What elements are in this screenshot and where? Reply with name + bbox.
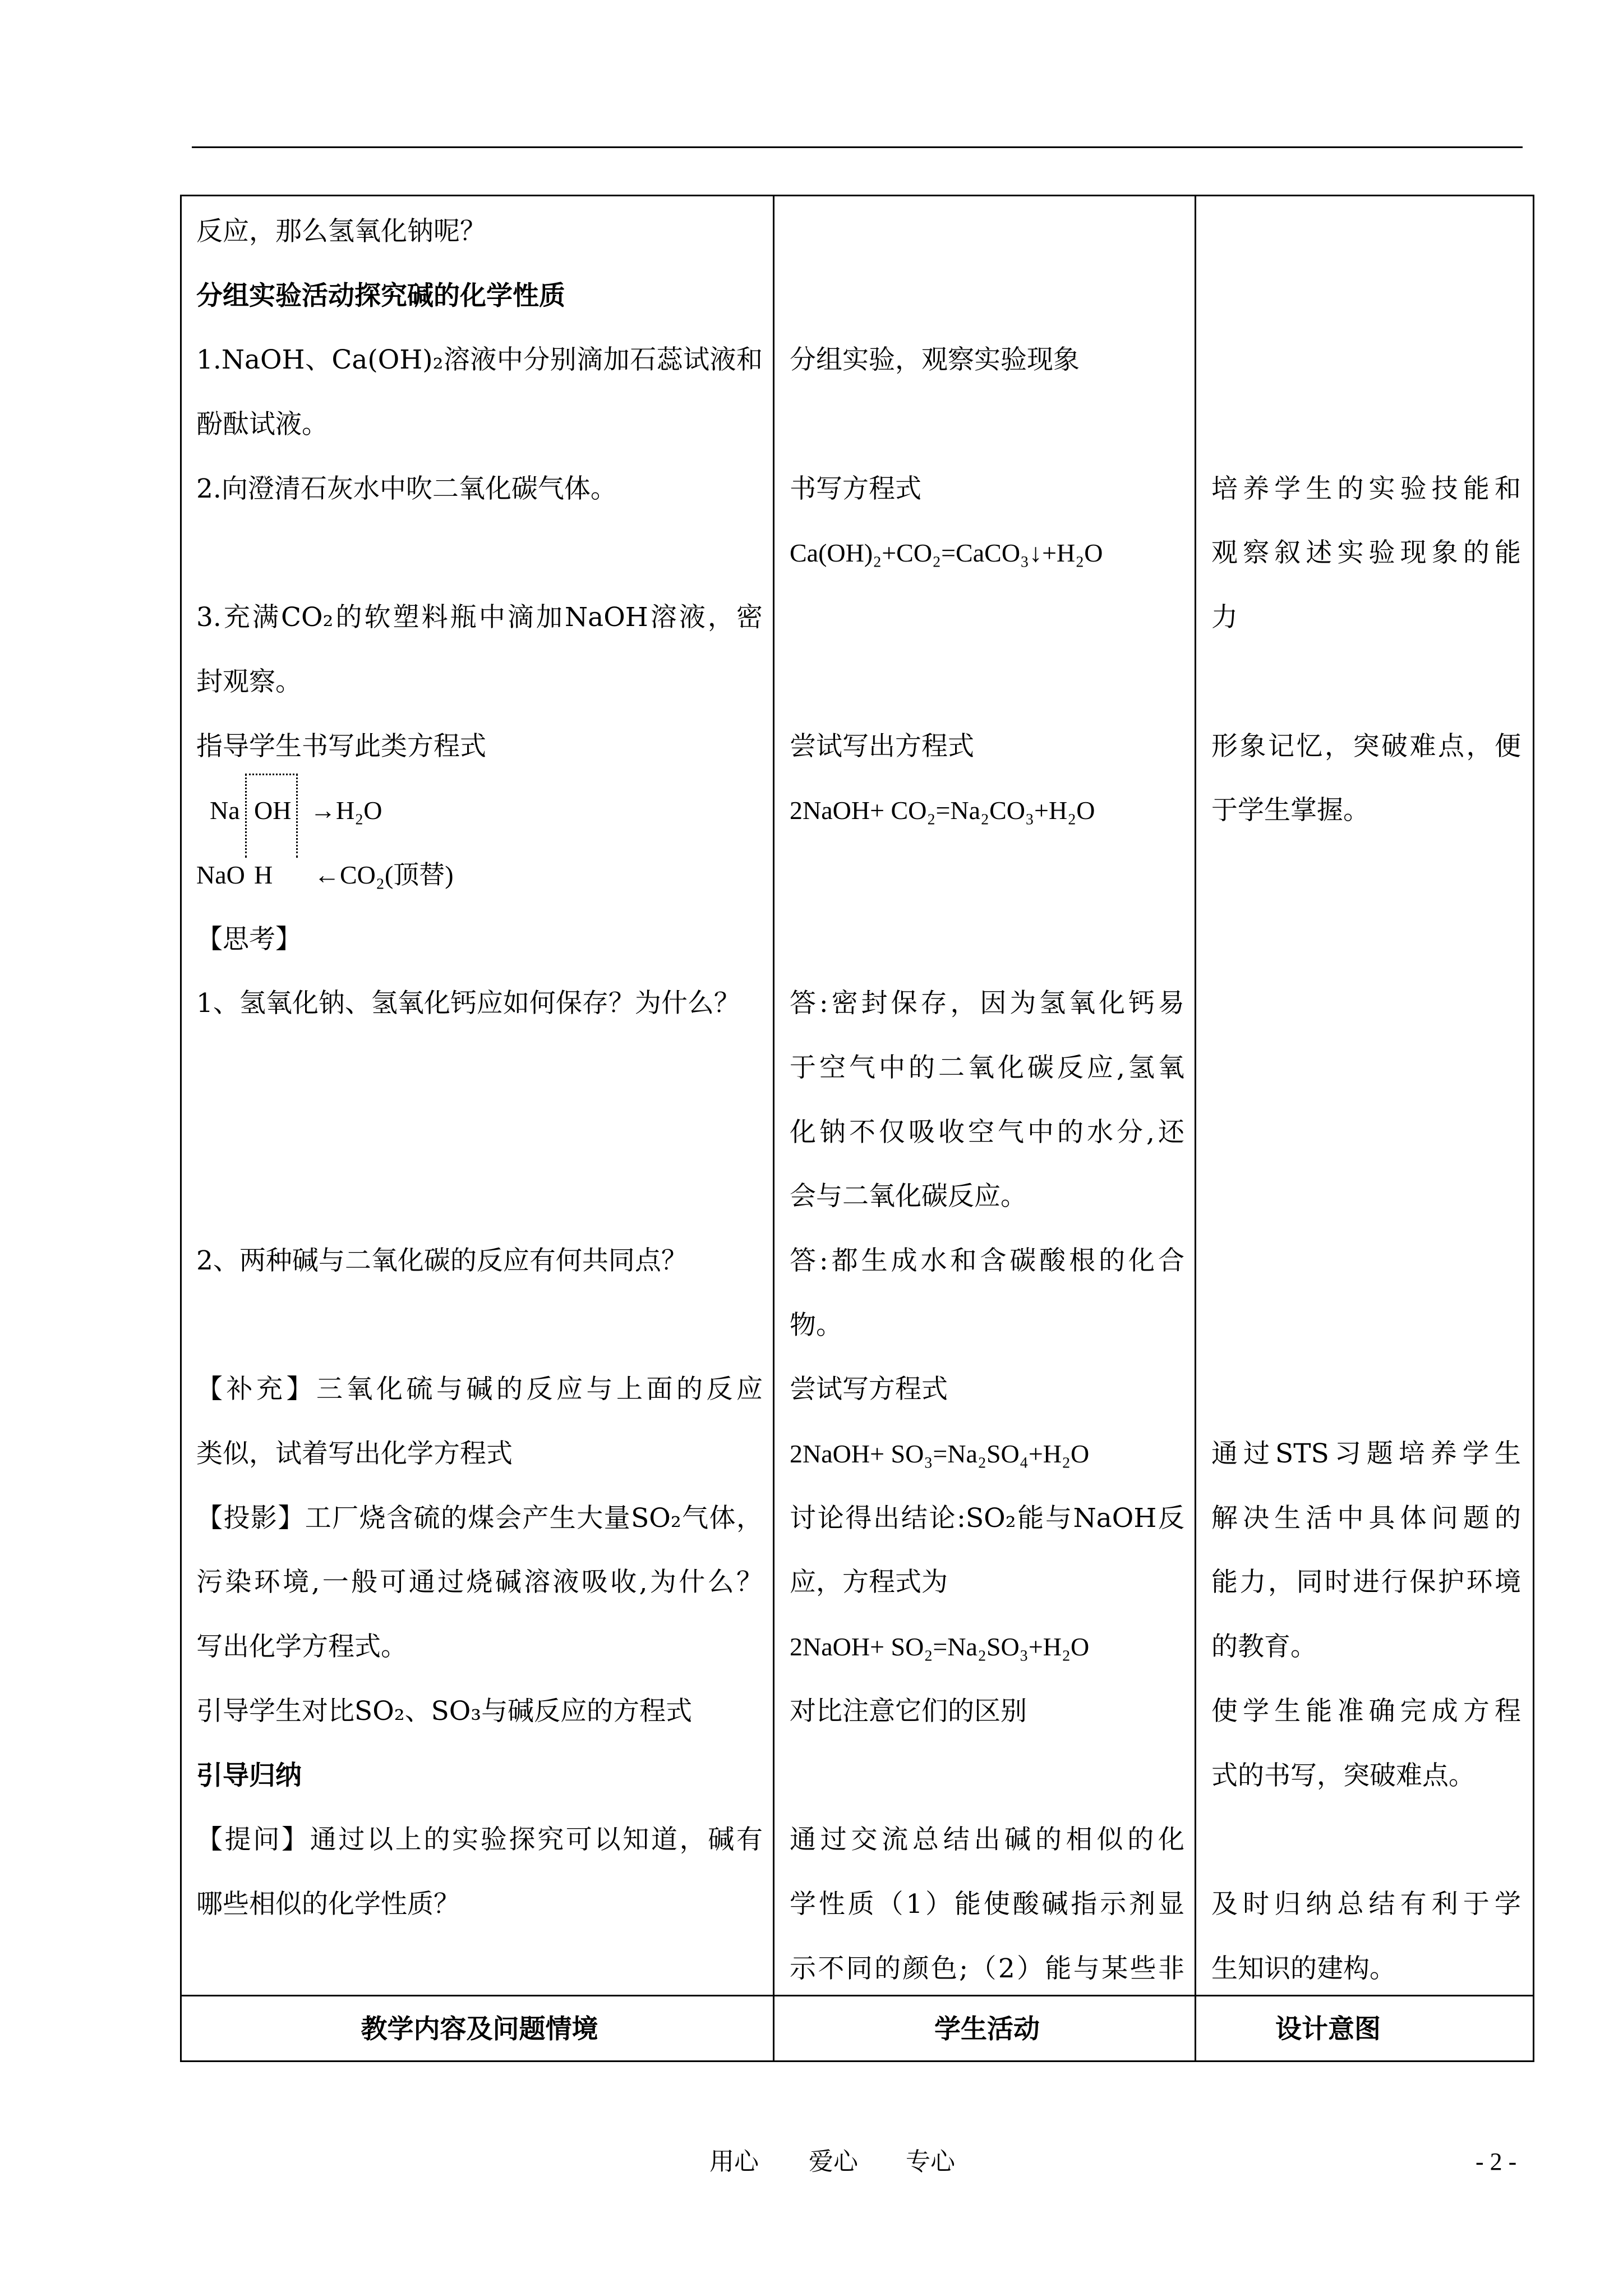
column-label-teaching-content: 教学内容及问题情境 xyxy=(361,2014,598,2045)
blank-line xyxy=(1211,1036,1521,1101)
teaching-content-line: 写出化学方程式。 xyxy=(196,1631,407,1663)
student-activity-line: 化钠不仅吸收空气中的水分,还 xyxy=(790,1116,1184,1148)
design-intent-line: 形象记忆，突破难点，便 xyxy=(1211,730,1521,762)
blank-line xyxy=(790,264,1184,329)
design-intent-line: 能力，同时进行保护环境 xyxy=(1211,1567,1521,1598)
header-rule xyxy=(192,146,1523,148)
student-activity-line: 分组实验，观察实验现象 xyxy=(790,344,1080,376)
design-intent-line: 式的书写，突破难点。 xyxy=(1211,1760,1475,1791)
chemical-equation: 2NaOH+ CO₂=Na₂CO₃+H₂O xyxy=(790,796,1095,825)
design-intent-line: 通过STS习题培养学生 xyxy=(1211,1438,1521,1470)
blank-line xyxy=(790,393,1184,457)
student-activity-line: 答:密封保存，因为氢氧化钙易 xyxy=(790,988,1184,1019)
teaching-content-line: 1.NaOH、Ca(OH)₂溶液中分别滴加石蕊试液和 xyxy=(196,344,763,376)
blank-line xyxy=(1211,328,1521,393)
blank-line xyxy=(1211,1101,1521,1165)
diagram-boxed-oh: OH xyxy=(254,796,292,825)
teaching-content-line: 类似，试着写出化学方程式 xyxy=(196,1438,513,1470)
teaching-content-line: 【思考】 xyxy=(196,923,302,955)
student-activity-line: 通过交流总结出碱的相似的化 xyxy=(790,1824,1184,1856)
chemical-equation: 2NaOH+ SO₂=Na₂SO₃+H₂O xyxy=(790,1632,1090,1662)
teaching-content-line: 引导学生对比SO₂、SO₃与碱反应的方程式 xyxy=(196,1695,693,1727)
blank-line xyxy=(1211,393,1521,457)
teaching-content-line: 封观察。 xyxy=(196,666,302,697)
teaching-content-line: 污染环境,一般可通过烧碱溶液吸收,为什么？ xyxy=(196,1567,763,1598)
design-intent-line: 观察叙述实验现象的能 xyxy=(1211,537,1521,569)
blank-line xyxy=(196,1294,763,1358)
design-intent-line: 生知识的建构。 xyxy=(1211,1953,1396,1984)
design-intent-line: 于学生掌握。 xyxy=(1211,795,1370,826)
blank-line xyxy=(1211,1808,1521,1872)
chemical-equation: 2NaOH+ SO₃=Na₂SO₄+H₂O xyxy=(790,1439,1090,1469)
diagram-nao: NaO xyxy=(196,860,245,889)
design-intent-line: 培养学生的实验技能和 xyxy=(1211,473,1521,504)
blank-line xyxy=(1211,843,1521,908)
teaching-content-line: 3.充满CO₂的软塑料瓶中滴加NaOH溶液，密 xyxy=(196,602,763,633)
diagram-row xyxy=(196,843,763,908)
blank-line xyxy=(196,521,763,586)
diagram-co2-replace: ←CO₂(顶替) xyxy=(314,860,454,889)
teaching-content-line: 反应，那么氢氧化钠呢？ xyxy=(196,216,486,247)
student-activity-line: 于空气中的二氧化碳反应,氢氧 xyxy=(790,1052,1184,1083)
teaching-content-line: 2、两种碱与二氧化碳的反应有何共同点？ xyxy=(196,1245,688,1277)
blank-line xyxy=(1211,1358,1521,1422)
design-intent-line: 的教育。 xyxy=(1211,1631,1317,1663)
blank-line xyxy=(1211,264,1521,329)
blank-line xyxy=(1211,650,1521,715)
blank-line xyxy=(1211,972,1521,1036)
footer-motto-item: 爱心 xyxy=(809,2147,858,2176)
blank-line xyxy=(1211,908,1521,972)
page-number: - 2 - xyxy=(1476,2148,1517,2175)
student-activity-line: 书写方程式 xyxy=(790,473,921,504)
teaching-content-line: 【补充】三氧化硫与碱的反应与上面的反应 xyxy=(196,1374,763,1405)
student-activity-line: 物。 xyxy=(790,1309,842,1341)
student-activity-line: 对比注意它们的区别 xyxy=(790,1695,1027,1727)
blank-line xyxy=(196,1165,763,1229)
teaching-content-line: 酚酞试液。 xyxy=(196,409,328,440)
blank-line xyxy=(790,586,1184,650)
blank-line xyxy=(196,1036,763,1101)
footer-motto-item: 用心 xyxy=(709,2147,759,2176)
footer-motto-item: 专心 xyxy=(906,2147,955,2176)
blank-line xyxy=(790,200,1184,264)
blank-line xyxy=(790,843,1184,908)
blank-line xyxy=(1211,1229,1521,1294)
blank-line xyxy=(1211,1165,1521,1229)
blank-line xyxy=(790,1744,1184,1809)
blank-line xyxy=(1211,1294,1521,1358)
column-label-student-activity: 学生活动 xyxy=(934,2014,1040,2045)
diagram-na: Na xyxy=(210,796,240,825)
student-activity-column xyxy=(790,200,1184,2001)
design-intent-line: 解决生活中具体问题的 xyxy=(1211,1502,1521,1534)
student-activity-line: 会与二氧化碳反应。 xyxy=(790,1181,1027,1212)
design-intent-column xyxy=(1211,200,1521,2001)
teaching-content-line: 【投影】工厂烧含硫的煤会产生大量SO₂气体， xyxy=(196,1502,763,1534)
blank-line xyxy=(790,908,1184,972)
blank-line xyxy=(1211,200,1521,264)
student-activity-line: 示不同的颜色;（2）能与某些非 xyxy=(790,1953,1184,1984)
section-heading: 引导归纳 xyxy=(196,1760,302,1791)
column-label-design-intent: 设计意图 xyxy=(1275,2014,1381,2045)
student-activity-line: 讨论得出结论:SO₂能与NaOH反 xyxy=(790,1502,1184,1534)
design-intent-line: 及时归纳总结有利于学 xyxy=(1211,1888,1521,1920)
diagram-row xyxy=(196,779,763,843)
column-divider xyxy=(773,195,774,2062)
design-intent-line: 力 xyxy=(1211,602,1238,633)
column-divider xyxy=(1195,195,1196,2062)
student-activity-line: 学性质（1）能使酸碱指示剂显 xyxy=(790,1888,1184,1920)
student-activity-line: 应，方程式为 xyxy=(790,1567,948,1598)
student-activity-line: 尝试写出方程式 xyxy=(790,730,974,762)
teaching-content-line: 1、氢氧化钠、氢氧化钙应如何保存？为什么？ xyxy=(196,988,740,1019)
student-activity-line: 尝试写方程式 xyxy=(790,1374,948,1405)
chemical-equation: Ca(OH)₂+CO₂=CaCO₃↓+H₂O xyxy=(790,539,1103,568)
teaching-content-line: 2.向澄清石灰水中吹二氧化碳气体。 xyxy=(196,473,617,504)
teaching-content-line: 指导学生书写此类方程式 xyxy=(196,730,486,762)
naoh-exchange-diagram xyxy=(196,779,763,907)
teaching-content-line: 哪些相似的化学性质？ xyxy=(196,1888,460,1920)
blank-line xyxy=(790,650,1184,715)
teaching-content-line: 【提问】通过以上的实验探究可以知道，碱有 xyxy=(196,1824,763,1856)
student-activity-line: 答:都生成水和含碳酸根的化合 xyxy=(790,1245,1184,1276)
blank-line xyxy=(196,1101,763,1165)
design-intent-line: 使学生能准确完成方程 xyxy=(1211,1695,1521,1727)
diagram-boxed-h: H xyxy=(254,860,273,889)
section-heading: 分组实验活动探究碱的化学性质 xyxy=(196,280,565,311)
teaching-content-column xyxy=(196,200,763,1937)
diagram-water-product: →H₂O xyxy=(310,796,382,825)
